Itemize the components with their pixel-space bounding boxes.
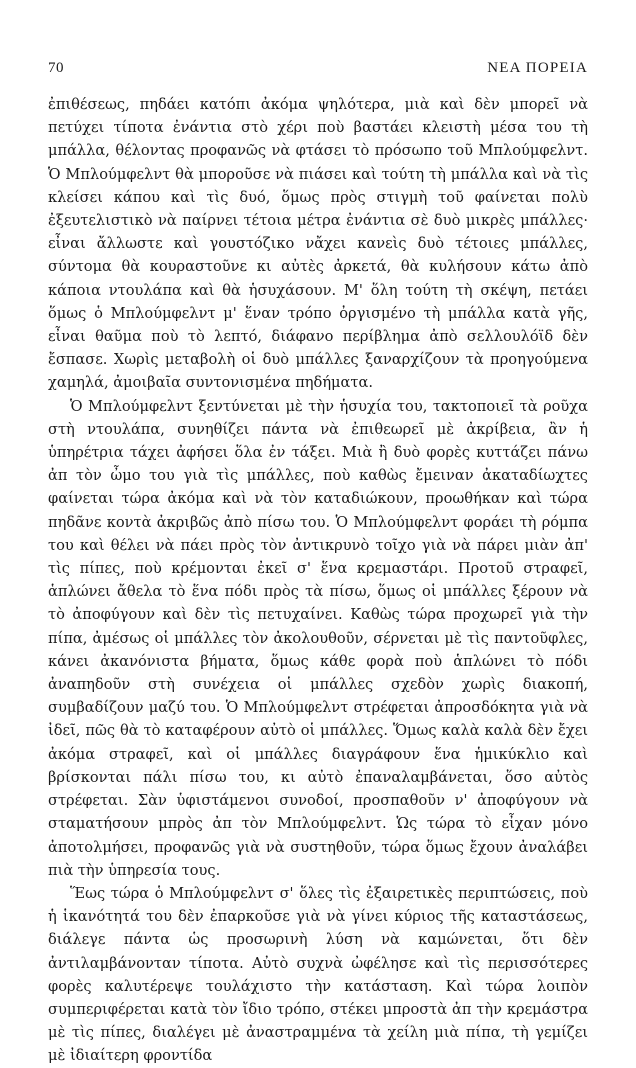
running-title: ΝΕΑ ΠΟΡΕΙΑ <box>487 60 588 76</box>
paragraph-1: ἐπιθέσεως, πηδάει κατόπι ἀκόμα ψηλότερα, μιὰ καὶ δὲν μπορεῖ νὰ πετύχει τίποτα ἐνάντια στὸ χέρι ποὺ βαστάει κλειστὴ μέσα του τὴ μπάλλα, θέλοντας προφανῶς νὰ φτάσει τὸ πρόσωπο τοῦ Μπλούμφελντ. Ὁ Μπλούμφελντ θὰ μποροῦσε νὰ πιάσει καὶ τούτη τὴ μπάλλα καὶ νὰ τὶς κλείσει κάπου καὶ τὶς δυό, ὅμως πρὸς στιγμὴ τοῦ φαίνεται πολὺ ἐξευτελιστικὸ νὰ παίρνει τέτοια μέτρα ἐνάντια σὲ δυὸ μικρὲς μπάλλες· εἶναι ἄλλωστε καὶ γουστόζικο νἄχει κανεὶς δυὸ τέτοιες μπάλλες, σύντομα θὰ κουραστοῦνε κι αὐτὲς ἀρκετά, θὰ κυλήσουν κάτω ἀπὸ κάποια ντουλάπα καὶ θὰ ἡσυχάσουν. Μ' ὅλη τούτη τὴ σκέψη, πετάει ὅμως ὁ Μπλούμφελντ μ' ἕναν τρόπο ὀργισμένο τὴ μπάλλα κατὰ γῆς, εἶναι θαῦμα ποὺ τὸ λεπτό, διάφανο περίβλημα ἀπὸ σελλουλόϊδ δὲν ἔσπασε. Χωρὶς μεταβολὴ οἱ δυὸ μπάλλες ξαναρχίζουν τὰ προηγούμενα χαμηλά, ἀμοιβαῖα συντονισμένα πηδήματα. <box>48 96 588 392</box>
paragraph-3: Ἕως τώρα ὁ Μπλούμφελντ σ' ὅλες τὶς ἐξαιρετικὲς περιπτώσεις, ποὺ ἡ ἱκανότητά του δὲν ἐπαρκοῦσε γιὰ νὰ γίνει κύριος τῆς καταστάσεως, διάλεγε πάντα ὡς προσωρινὴ λύση νὰ καμώνεται, ὅτι δὲν ἀντιλαμβάνονταν τίποτα. Αὐτὸ συχνὰ ὠφέλησε καὶ τὶς περισσότερες φορὲς καλυτέρεψε τουλάχιστο τὴν κατάσταση. Καὶ τώρα λοιπὸν συμπεριφέρεται κατὰ τὸν ἴδιο τρόπο, στέκει μπροστὰ ἀπ τὴν κρεμάστρα μὲ τὶς πίπες, διαλέγει μὲ ἀναστραμμένα τὰ χείλη μιὰ πίπα, τὴ γεμίζει μὲ ἰδιαίτερη φροντίδα <box>48 884 588 1065</box>
book-page <box>48 60 588 1068</box>
paragraph-2: Ὁ Μπλούμφελντ ξεντύνεται μὲ τὴν ἡσυχία του, τακτοποιεῖ τὰ ροῦχα στὴ ντουλάπα, συνηθίζει πάντα νὰ ἐπιθεωρεῖ μὲ ἀκρίβεια, ἂν ἡ ὑπηρέτρια τάχει ἀφήσει ὅλα ἐν τάξει. Μιὰ ἢ δυὸ φορὲς κυττάζει πάνω ἀπ τὸν ὦμο του γιὰ τὶς μπάλλες, ποὺ καθὼς ἔμειναν ἀκαταδίωχτες φαίνεται τώρα ἀκόμα καὶ νὰ τὸν καταδιώκουν, προωθήκαν καὶ τώρα πηδᾶνε κοντὰ ἀκριβῶς ἀπὸ πίσω του. Ὁ Μπλούμφελντ φοράει τὴ ρόμπα του καὶ θέλει νὰ πάει πρὸς τὸν ἀντικρυνὸ τοῖχο γιὰ νὰ πάρει μιὰν ἀπ' τὶς πίπες, ποὺ κρέμονται ἐκεῖ σ' ἕνα κρεμαστάρι. Προτοῦ στραφεῖ, ἁπλώνει ἄθελα τὸ ἕνα πόδι πρὸς τὰ πίσω, ὅμως οἱ μπάλλες ξέρουν νὰ τὸ ἀποφύγουν καὶ δὲν τὶς πετυχαίνει. Καθὼς τώρα προχωρεῖ γιὰ τὴν πίπα, ἀμέσως οἱ μπάλλες τὸν ἀκολουθοῦν, σέρνεται μὲ τὶς παντοῦφλες, κάνει ἀκανόνιστα βήματα, ὅμως κάθε φορὰ ποὺ ἁπλώνει τὸ πόδι ἀναπηδοῦν στὴ συνέχεια οἱ μπάλλες σχεδὸν χωρὶς διακοπή, συμβαδίζουν μαζύ του. Ὁ Μπλούμφελντ στρέφεται ἀπροσδόκητα γιὰ νὰ ἰδεῖ, πῶς θὰ τὸ καταφέρουν αὐτὸ οἱ μπάλλες. Ὅμως καλὰ καλὰ δὲν ἔχει ἀκόμα στραφεῖ, καὶ οἱ μπάλλες διαγράφουν ἕνα ἡμικύκλιο καὶ βρίσκονται πάλι πίσω του, κι αὐτὸ ἐπαναλαμβάνεται, ὅσο αὐτὸς στρέφεται. Σὰν ὑφιστάμενοι συνοδοί, προσπαθοῦν ν' ἀποφύγουν νὰ σταματήσουν μπρὸς ἀπ τὸν Μπλούμφελντ. Ὡς τώρα τὸ εἶχαν μόνο ἀποτολμήσει, προφανῶς γιὰ νὰ συστηθοῦν, τώρα ὅμως ἔχουν ἀναλάβει πιὰ τὴν ὑπηρεσία τους. <box>48 397 588 879</box>
page-number: 70 <box>48 60 64 76</box>
body-text <box>48 93 588 1068</box>
running-head <box>48 60 588 77</box>
